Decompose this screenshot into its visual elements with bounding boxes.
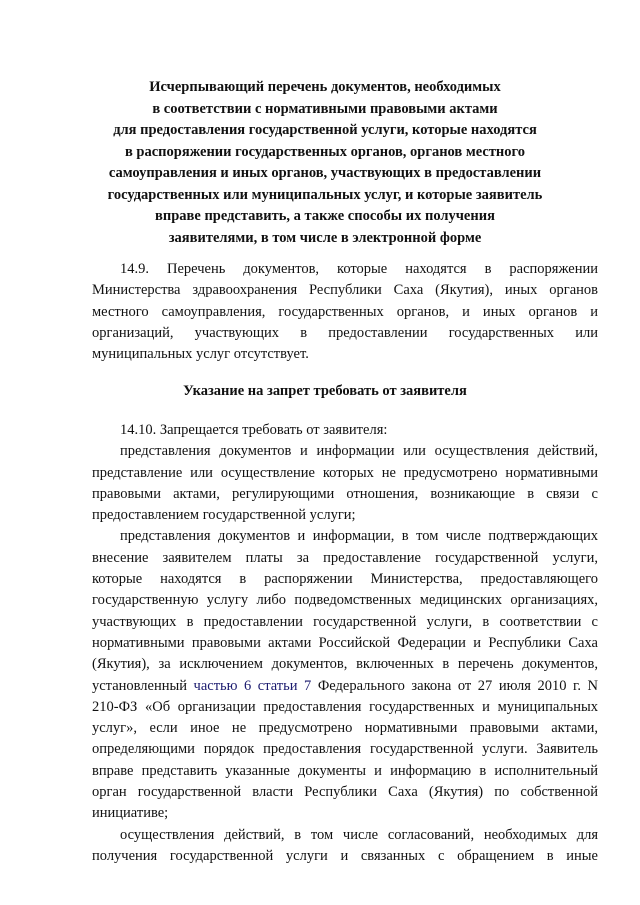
text-segment: установленный xyxy=(92,677,194,694)
list-item-line: определяющими порядок предоставления государственной услуги. Заявитель xyxy=(92,741,598,758)
paragraph-line: местного самоуправления, государственных органов, и иных органов и xyxy=(92,303,598,320)
heading-line: Указание на запрет требовать от заявителя xyxy=(183,383,467,399)
heading-line: Исчерпывающий перечень документов, необходимых xyxy=(149,79,501,95)
list-item-line: внесение заявителем платы за предоставление государственной услуги, xyxy=(92,549,598,566)
list-item-line: нормативными правовыми актами Российской Федерации и Республики Саха xyxy=(92,634,598,651)
list-item-line: участвующих в предоставлении государственной услуги, в соответствии с xyxy=(92,613,598,630)
paragraph-14-9 xyxy=(92,259,598,365)
paragraph-line: муниципальных услуг отсутствует. xyxy=(92,346,309,363)
list-item-line: орган государственной власти Республики Саха (Якутия) по собственной xyxy=(92,784,598,801)
list-item-line-with-link xyxy=(92,676,598,697)
section-heading-prohibition xyxy=(90,381,560,403)
list-item-line: 210-ФЗ «Об организации предоставления государственных и муниципальных xyxy=(92,698,598,715)
heading-line: заявителями, в том числе в электронной форме xyxy=(168,229,482,246)
list-item-line: осуществления действий, в том числе согласований, необходимых для xyxy=(120,826,598,843)
paragraph-line: 14.9. Перечень документов, которые находятся в распоряжении xyxy=(120,261,598,277)
list-item-line: представление или осуществление которых не предусмотрено нормативными xyxy=(92,464,598,481)
list-item-line: инициативе; xyxy=(92,805,169,822)
list-item-line: представления документов и информации, в том числе подтверждающих xyxy=(120,528,598,545)
list-item-line: которые находятся в распоряжении Министерства, предоставляющего xyxy=(92,571,598,588)
list-item-line: (Якутия), за исключением документов, включенных в перечень документов, xyxy=(92,656,598,673)
paragraph-intro: 14.10. Запрещается требовать от заявителя: xyxy=(120,422,388,438)
list-item-line: правовыми актами, регулирующими отношения, возникающие в связи с xyxy=(92,485,598,502)
paragraph-line: Министерства здравоохранения Республики Саха (Якутия), иных органов xyxy=(92,282,598,299)
heading-line: самоуправления и иных органов, участвующих в предоставлении xyxy=(108,165,542,181)
heading-line: вправе представить, а также способы их получения xyxy=(155,208,495,224)
list-item-line: государственную услугу либо подведомственных медицинских организациях, xyxy=(92,592,598,609)
list-item-line: услуг», если иное не предусмотрено нормативными правовыми актами, xyxy=(92,720,598,737)
list-item-line: вправе представить указанные документы и информацию в исполнительный xyxy=(92,762,598,779)
paragraph-14-10 xyxy=(92,420,598,867)
section-heading-exhaustive-list xyxy=(90,77,560,249)
paragraph-line: организаций, участвующих в предоставлении государственных или xyxy=(92,324,598,341)
heading-line: государственных или муниципальных услуг, и которые заявитель xyxy=(107,186,543,203)
list-item-line: представления документов и информации или осуществления действий, xyxy=(120,443,598,460)
heading-line: для предоставления государственной услуги, которые находятся xyxy=(113,122,537,138)
heading-line: в распоряжении государственных органов, органов местного xyxy=(124,143,526,160)
text-segment: Федерального закона от 27 июля 2010 г. N xyxy=(311,677,598,694)
law-reference-link[interactable]: частью 6 статьи 7 xyxy=(193,677,312,694)
list-item-line: получения государственной услуги и связанных с обращением в иные xyxy=(92,847,598,864)
heading-line: в соответствии с нормативными правовыми актами xyxy=(152,100,498,117)
list-item-line: предоставлением государственной услуги; xyxy=(92,507,356,524)
